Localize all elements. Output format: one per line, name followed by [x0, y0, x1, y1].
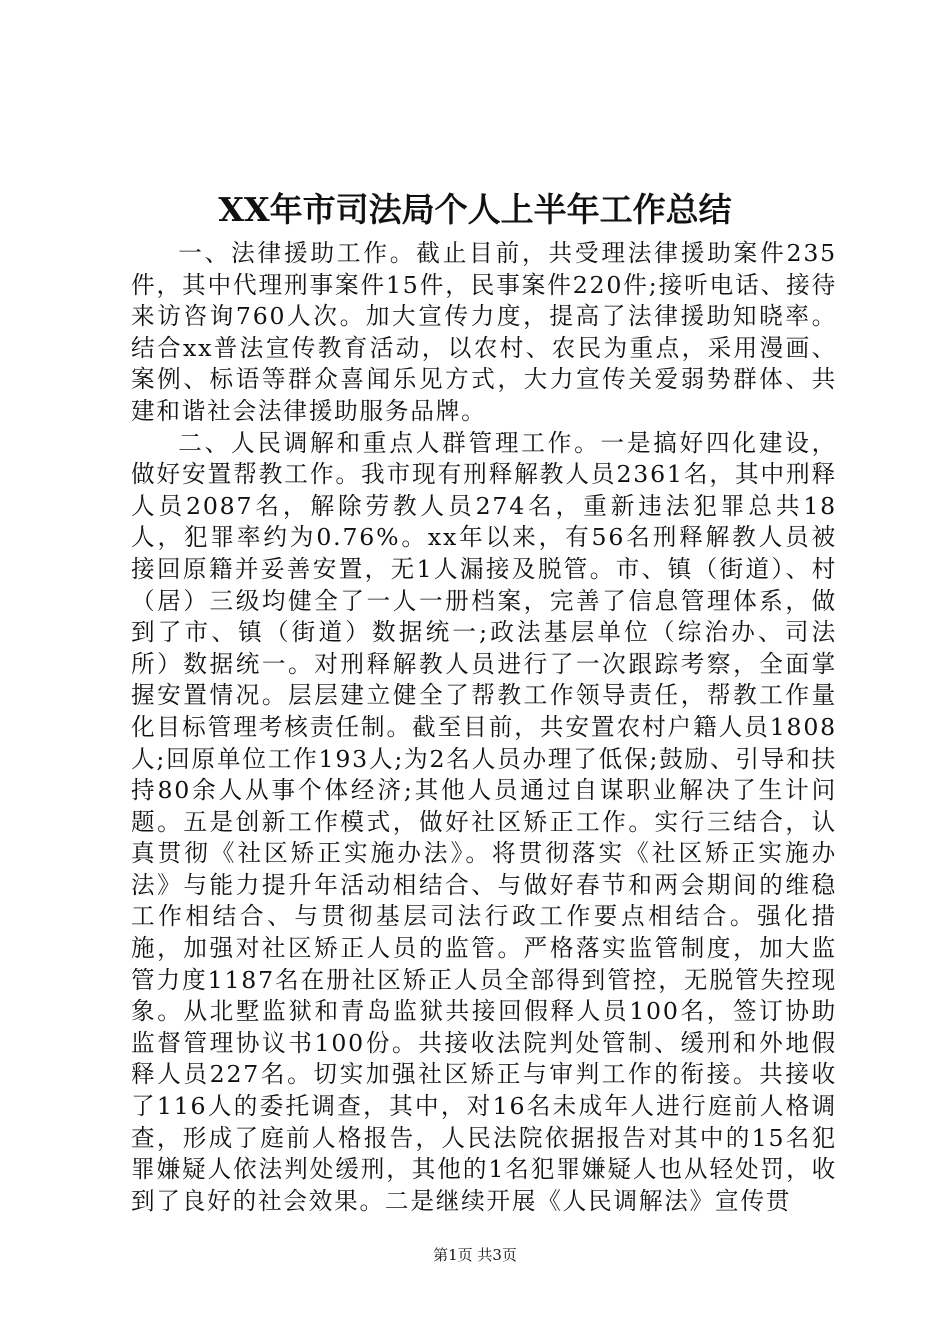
page-footer: 第1页 共3页 — [433, 1246, 517, 1264]
paragraph-mediation: 二、人民调解和重点人群管理工作。一是搞好四化建设，做好安置帮教工作。我市现有刑释解教人员2361名，其中刑释人员2087名，解除劳教人员274名，重新违法犯罪总共18人，犯罪率约为0.76%。xx年以来，有56名刑释解教人员被接回原籍并妥善安置，无1人漏接及脱管。市、镇（街道）、村（居）三级均健全了一人一册档案，完善了信息管理体系，做到了市、镇（街道）数据统一;政法基层单位（综治办、司法所）数据统一。对刑释解教人员进行了一次跟踪考察，全面掌握安置情况。层层建立健全了帮教工作领导责任，帮教工作量化目标管理考核责任制。截至目前，共安置农村户籍人员1808人;回原单位工作193人;为2名人员办理了低保;鼓励、引导和扶持80余人从事个体经济;其他人员通过自谋职业解决了生计问题。五是创新工作模式，做好社区矫正工作。实行三结合，认真贯彻《社区矫正实施办法》。将贯彻落实《社区矫正实施办法》与能力提升年活动相结合、与做好春节和两会期间的维稳工作相结合、与贯彻基层司法行政工作要点相结合。强化措施，加强对社区矫正人员的监管。严格落实监管制度，加大监管力度1187名在册社区矫正人员全部得到管控，无脱管失控现象。从北墅监狱和青岛监狱共接回假释人员100名，签订协助监督管理协议书100份。共接收法院判处管制、缓刑和外地假释人员227名。切实加强社区矫正与审判工作的衔接。共接收了116人的委托调查，其中，对16名未成年人进行庭前人格调查，形成了庭前人格报告，人民法院依据报告对其中的15名犯罪嫌疑人依法判处缓刑，其他的1名犯罪嫌疑人也从轻处罚，收到了良好的社会效果。二是继续开展《人民调解法》宣传贯 — [131, 428, 837, 1215]
document-body — [131, 238, 837, 1217]
paragraph-legal-aid: 一、法律援助工作。截止目前，共受理法律援助案件235件，其中代理刑事案件15件，民事案件220件;接听电话、接待来访咨询760人次。加大宣传力度，提高了法律援助知晓率。结合xx普法宣传教育活动，以农村、农民为重点，采用漫画、案例、标语等群众喜闻乐见方式，大力宣传关爱弱势群体、共建和谐社会法律援助服务品牌。 — [131, 239, 837, 425]
document-title: XX年市司法局个人上半年工作总结 — [218, 190, 732, 229]
